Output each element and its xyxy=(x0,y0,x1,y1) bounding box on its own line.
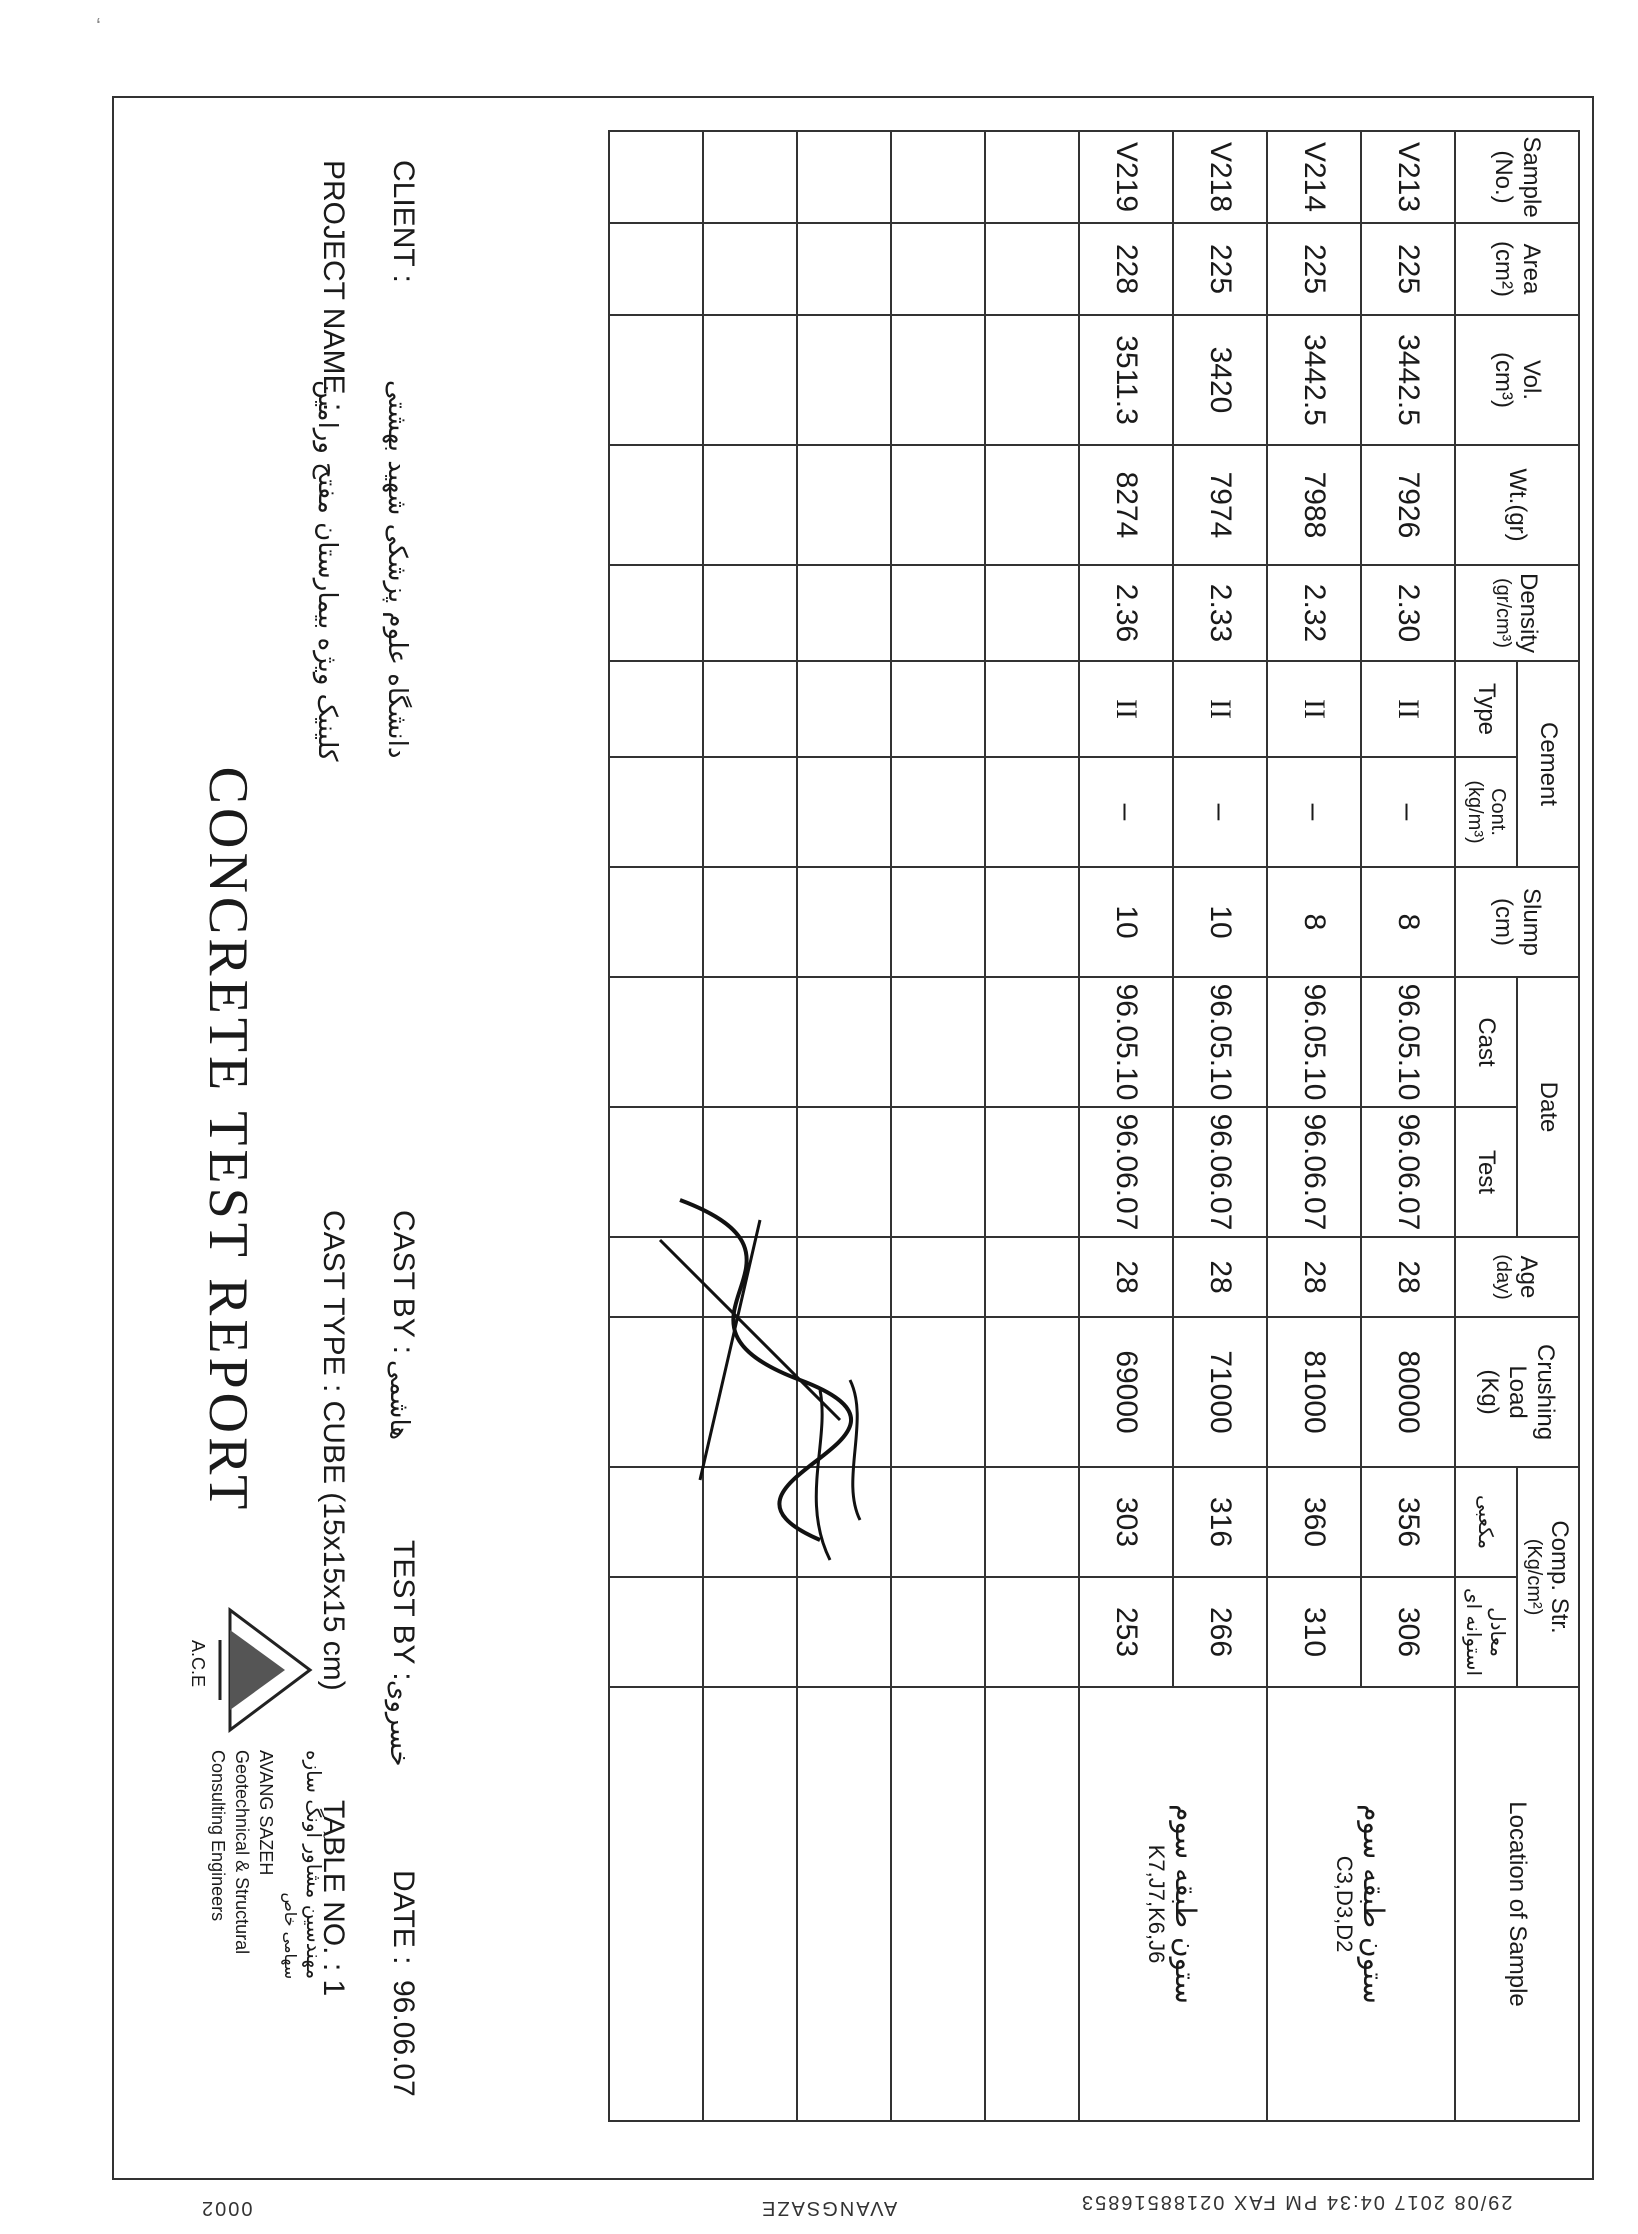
results-table xyxy=(608,130,1580,2122)
client-name: دانشگاه علوم پزشکی شهید بهشتی xyxy=(382,380,412,759)
table-no: TABLE NO. : 1 xyxy=(317,1800,350,1997)
cast-type: CAST TYPE : CUBE (15x15x15 cm) xyxy=(317,1210,350,1691)
th-date-cast: Cast xyxy=(1455,977,1517,1107)
th-sample: Sample (No.) xyxy=(1455,131,1579,223)
company-line3: Consulting Engineers xyxy=(208,1750,228,1922)
th-comp-cyl: معادل استوانه ای xyxy=(1455,1577,1517,1687)
table-row-empty xyxy=(985,131,1079,2121)
th-date: Date xyxy=(1517,977,1579,1237)
table-row: V213 225 3442.5 7926 2.30 II – 8 96.05.10 96.06.07 28 80000 356 306 ستون طبقه سوم C3,D3,D2 xyxy=(1361,131,1455,2121)
table-row: V214 225 3442.5 7988 2.32 II – 8 96.05.10 96.06.07 28 81000 360 310 xyxy=(1267,131,1361,2121)
report-date: 96.06.07 xyxy=(387,1980,420,2097)
cast-by-label: CAST BY : xyxy=(387,1210,420,1354)
company-line2: Geotechnical & Structural xyxy=(232,1750,252,1955)
th-crushing: Crushing Load (Kg) xyxy=(1455,1317,1579,1467)
th-comp: Comp. Str. (Kg/cm²) xyxy=(1517,1467,1579,1687)
table-row-empty xyxy=(609,131,703,2121)
th-wt: Wt.(gr) xyxy=(1455,445,1579,565)
th-vol: Vol. (cm³) xyxy=(1455,315,1579,445)
company-logo-block xyxy=(180,1600,330,2100)
fax-header-line: 29/08 2017 04:34 PM FAX 02188516853 xyxy=(1080,2191,1513,2213)
table-row: V218 225 3420 7974 2.33 II – 10 96.05.10 96.06.07 28 71000 316 266 ستون طبقه سوم K7,J7,K6,J6 xyxy=(1173,131,1267,2121)
date-label: DATE : xyxy=(387,1870,420,1965)
th-location: Location of Sample xyxy=(1455,1687,1579,2121)
th-cement-type: Type xyxy=(1455,661,1517,757)
table-row-empty xyxy=(891,131,985,2121)
table-row-empty xyxy=(797,131,891,2121)
project-label: PROJECT NAME : xyxy=(317,160,350,412)
fax-page-mark: 0002 xyxy=(200,2197,253,2219)
test-by-label: TEST BY : xyxy=(387,1540,420,1681)
signature-stamp xyxy=(620,1180,880,1600)
report-sheet xyxy=(180,100,1580,2140)
company-name-fa: مهندسین مشاور آونگ سازه xyxy=(302,1750,326,1980)
table-row: V219 228 3511.3 8274 2.36 II – 10 96.05.10 96.06.07 28 69000 303 253 xyxy=(1079,131,1173,2121)
fax-sender: AVANGSAZE xyxy=(760,2197,898,2219)
th-comp-cube: مکعبی xyxy=(1455,1467,1517,1577)
project-name: کلینیک ویژه بیمارستان مفتح ورامین xyxy=(312,380,342,762)
th-area: Area (cm²) xyxy=(1455,223,1579,315)
table-row-empty xyxy=(703,131,797,2121)
client-label: CLIENT : xyxy=(387,160,420,283)
scan-mark: ʻ xyxy=(96,14,101,39)
location-cell: ستون طبقه سوم K7,J7,K6,J6 xyxy=(1079,1687,1267,2121)
company-name-en: AVANG SAZEH xyxy=(256,1750,276,1876)
company-sub-fa: سهامی خاص xyxy=(281,1892,300,1980)
th-cement: Cement xyxy=(1517,661,1579,867)
company-abbr: A.C.E xyxy=(188,1640,208,1688)
th-date-test: Test xyxy=(1455,1107,1517,1237)
th-age: Age (day) xyxy=(1455,1237,1579,1317)
th-density: Density (gr/cm³) xyxy=(1455,565,1579,661)
th-cement-cont: Cont. (kg/m³) xyxy=(1455,757,1517,867)
location-cell: ستون طبقه سوم C3,D3,D2 xyxy=(1267,1687,1455,2121)
th-slump: Slump (cm) xyxy=(1455,867,1579,977)
report-title: CONCRETE TEST REPORT xyxy=(197,766,259,1514)
cast-by: هاشمی xyxy=(384,1360,414,1441)
ace-logo-icon xyxy=(210,1600,330,1740)
test-by: خسروی xyxy=(384,1680,414,1767)
